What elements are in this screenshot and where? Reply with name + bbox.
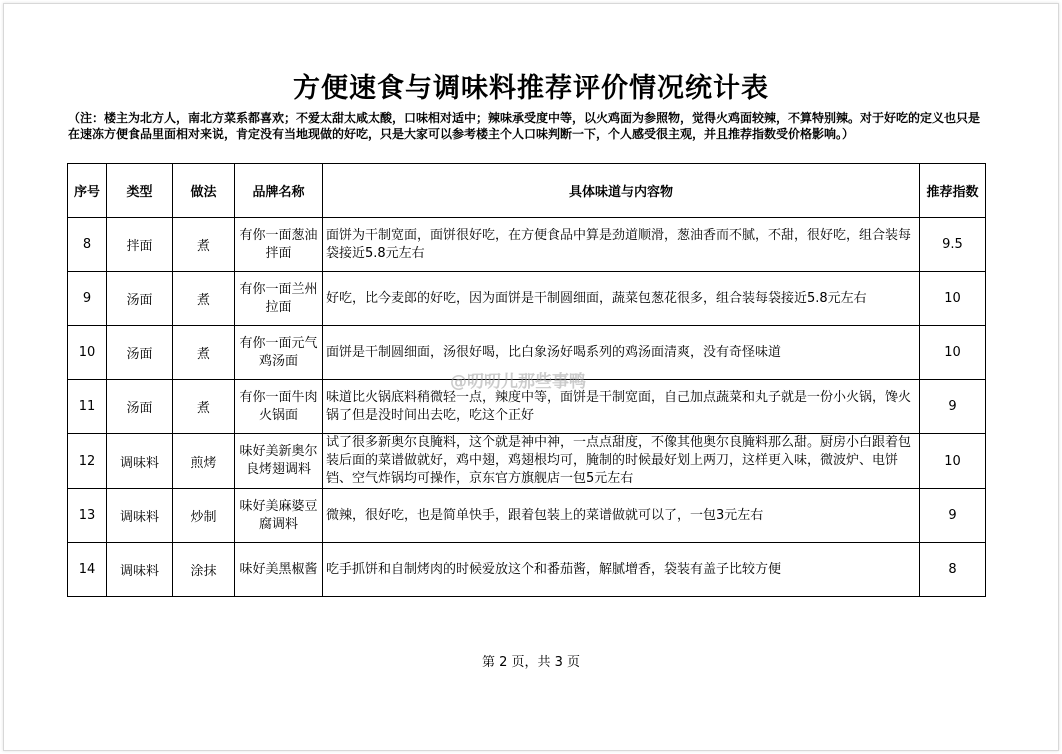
cell-index: 10 bbox=[68, 326, 107, 380]
cell-content: 面饼是干制圆细面，汤很好喝，比白象汤好喝系列的鸡汤面清爽，没有奇怪味道 bbox=[323, 326, 920, 380]
table-row bbox=[68, 434, 986, 489]
cell-method: 煎烤 bbox=[173, 434, 235, 489]
cell-brand: 味好美新奥尔良烤翅调料 bbox=[235, 434, 323, 489]
cell-method: 煮 bbox=[173, 326, 235, 380]
cell-score: 9.5 bbox=[920, 218, 986, 272]
cell-index: 9 bbox=[68, 272, 107, 326]
watermark: @叨叨儿那些事鸭 bbox=[450, 372, 586, 392]
header-type: 类型 bbox=[107, 164, 173, 218]
cell-index: 11 bbox=[68, 380, 107, 434]
cell-score: 9 bbox=[920, 489, 986, 543]
cell-type: 汤面 bbox=[107, 326, 173, 380]
header-method: 做法 bbox=[173, 164, 235, 218]
cell-type: 拌面 bbox=[107, 218, 173, 272]
cell-index: 12 bbox=[68, 434, 107, 489]
table-header-row bbox=[68, 164, 986, 218]
cell-type: 汤面 bbox=[107, 272, 173, 326]
cell-score: 8 bbox=[920, 543, 986, 597]
cell-score: 10 bbox=[920, 434, 986, 489]
table-row bbox=[68, 272, 986, 326]
cell-brand: 味好美麻婆豆腐调料 bbox=[235, 489, 323, 543]
cell-index: 14 bbox=[68, 543, 107, 597]
table-row bbox=[68, 489, 986, 543]
header-index: 序号 bbox=[68, 164, 107, 218]
cell-method: 煮 bbox=[173, 380, 235, 434]
cell-content: 试了很多新奥尔良腌料，这个就是神中神，一点点甜度，不像其他奥尔良腌料那么甜。厨房小白跟着包装后面的菜谱做就好，鸡中翅，鸡翅根均可，腌制的时候最好划上两刀，这样更入味，微波炉、电饼铛、空气炸锅均可操作，京东官方旗舰店一包5元左右 bbox=[323, 434, 920, 489]
cell-score: 10 bbox=[920, 272, 986, 326]
page-footer: 第 2 页，共 3 页 bbox=[481, 655, 581, 670]
note-text: （注：楼主为北方人，南北方菜系都喜欢；不爱太甜太咸太酸，口味相对适中；辣味承受度中等，以火鸡面为参照物，觉得火鸡面较辣，不算特别辣。对于好吃的定义也只是在速冻方便食品里面相对来说，肯定没有当地现做的好吃，只是大家可以参考楼主个人口味判断一下，个人感受很主观，并且推荐指数受价格影响。） bbox=[68, 111, 981, 141]
cell-type: 汤面 bbox=[107, 380, 173, 434]
cell-index: 8 bbox=[68, 218, 107, 272]
cell-method: 煮 bbox=[173, 272, 235, 326]
cell-type: 调味料 bbox=[107, 489, 173, 543]
cell-score: 10 bbox=[920, 326, 986, 380]
page-title: 方便速食与调味料推荐评价情况统计表 bbox=[293, 73, 769, 104]
table-row bbox=[68, 218, 986, 272]
cell-brand: 有你一面元气鸡汤面 bbox=[235, 326, 323, 380]
cell-index: 13 bbox=[68, 489, 107, 543]
cell-content: 味道比火锅底料稍微轻一点，辣度中等，面饼是干制宽面，自己加点蔬菜和丸子就是一份小火锅，馋火锅了但是没时间出去吃，吃这个正好 bbox=[323, 380, 920, 434]
cell-method: 涂抹 bbox=[173, 543, 235, 597]
cell-brand: 有你一面牛肉火锅面 bbox=[235, 380, 323, 434]
cell-content: 面饼为干制宽面，面饼很好吃，在方便食品中算是劲道顺滑，葱油香而不腻，不甜，很好吃，组合装每袋接近5.8元左右 bbox=[323, 218, 920, 272]
header-content: 具体味道与内容物 bbox=[323, 164, 920, 218]
header-score: 推荐指数 bbox=[920, 164, 986, 218]
table-row bbox=[68, 543, 986, 597]
cell-content: 吃手抓饼和自制烤肉的时候爱放这个和番茄酱，解腻增香，袋装有盖子比较方便 bbox=[323, 543, 920, 597]
cell-method: 炒制 bbox=[173, 489, 235, 543]
cell-type: 调味料 bbox=[107, 434, 173, 489]
header-brand: 品牌名称 bbox=[235, 164, 323, 218]
cell-method: 煮 bbox=[173, 218, 235, 272]
cell-brand: 有你一面兰州拉面 bbox=[235, 272, 323, 326]
cell-score: 9 bbox=[920, 380, 986, 434]
cell-brand: 有你一面葱油拌面 bbox=[235, 218, 323, 272]
cell-type: 调味料 bbox=[107, 543, 173, 597]
cell-content: 微辣，很好吃，也是简单快手，跟着包装上的菜谱做就可以了，一包3元左右 bbox=[323, 489, 920, 543]
cell-content: 好吃，比今麦郎的好吃，因为面饼是干制圆细面，蔬菜包葱花很多，组合装每袋接近5.8元左右 bbox=[323, 272, 920, 326]
cell-brand: 味好美黑椒酱 bbox=[235, 543, 323, 597]
